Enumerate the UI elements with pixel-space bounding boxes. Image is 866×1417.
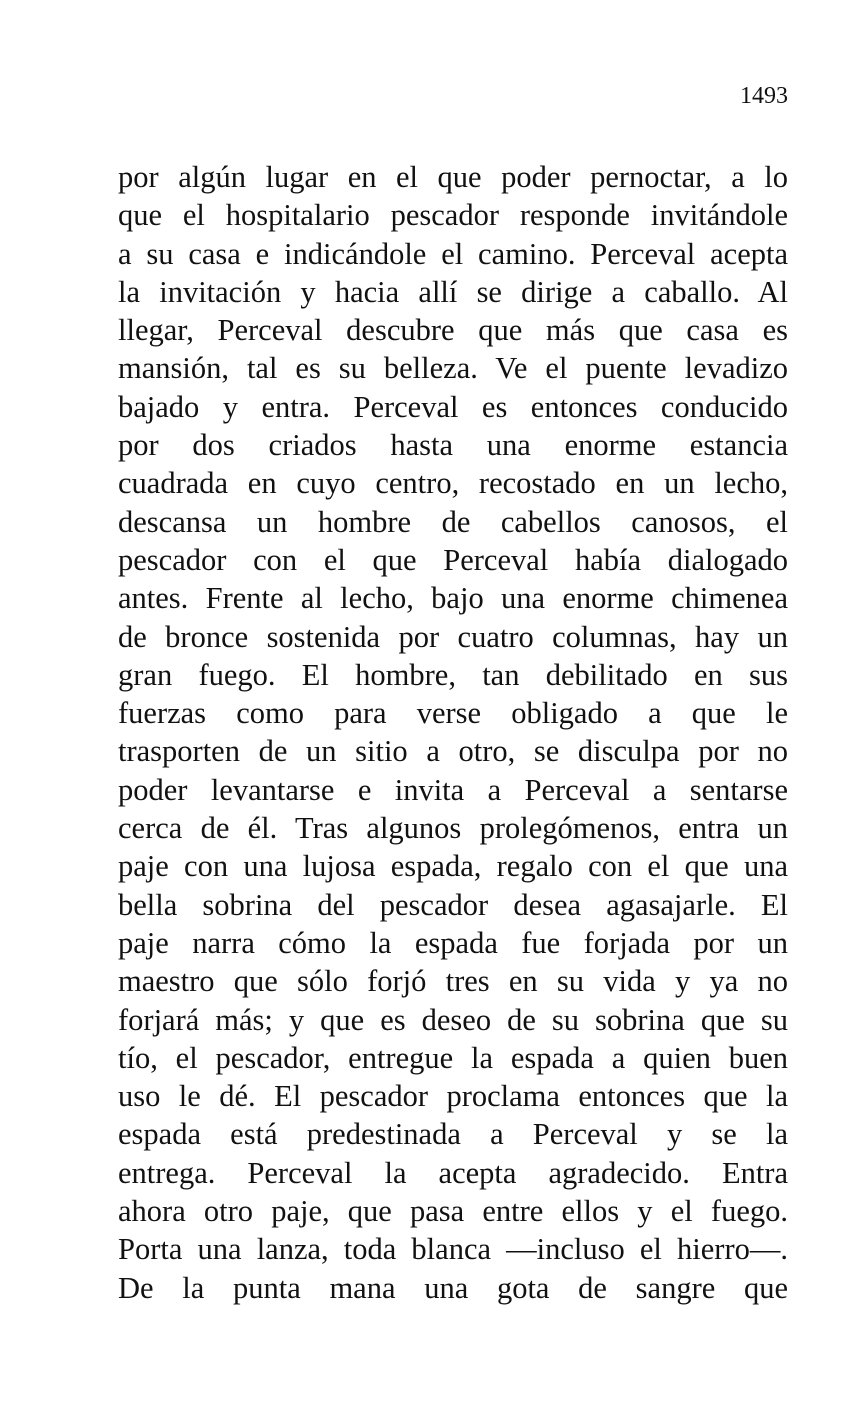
text-line: espada está predestinada a Perceval y se la (118, 1117, 788, 1152)
text-line: ahora otro paje, que pasa entre ellos y el fuego. (118, 1194, 788, 1229)
text-line: mansión, tal es su belleza. Ve el puente levadizo (118, 351, 788, 386)
text-line: tío, el pescador, entregue la espada a quien buen (118, 1040, 788, 1075)
text-line: forjará más; y que es deseo de su sobrina que su (118, 1002, 788, 1037)
text-line: que el hospitalario pescador responde invitándole (118, 198, 788, 233)
text-line: gran fuego. El hombre, tan debilitado en sus (118, 657, 788, 692)
text-line: la invitación y hacia allí se dirige a caballo. Al (118, 274, 788, 309)
text-line: por dos criados hasta una enorme estancia (118, 428, 788, 463)
text-line: descansa un hombre de cabellos canosos, el (118, 504, 788, 539)
page-number: 1493 (740, 83, 788, 109)
text-line: bella sobrina del pescador desea agasajarle. El (118, 887, 788, 922)
text-line: entrega. Perceval la acepta agradecido. Entra (118, 1155, 788, 1190)
text-line: por algún lugar en el que poder pernoctar, a lo (118, 160, 788, 194)
text-line: paje con una lujosa espada, regalo con el que una (118, 849, 788, 884)
text-line: maestro que sólo forjó tres en su vida y ya no (118, 964, 788, 999)
text-line: cuadrada en cuyo centro, recostado en un lecho, (118, 466, 788, 501)
text-line: fuerzas como para verse obligado a que le (118, 696, 788, 731)
text-line: llegar, Perceval descubre que más que casa es (118, 313, 788, 348)
text-line: poder levantarse e invita a Perceval a sentarse (118, 772, 788, 807)
text-line: bajado y entra. Perceval es entonces conducido (118, 389, 788, 424)
text-line: de bronce sostenida por cuatro columnas, hay un (118, 619, 788, 654)
text-line: antes. Frente al lecho, bajo una enorme chimenea (118, 581, 788, 616)
text-line: a su casa e indicándole el camino. Perceval acepta (118, 236, 788, 271)
text-line: Porta una lanza, toda blanca —incluso el hierro—. (118, 1232, 788, 1267)
text-line: uso le dé. El pescador proclama entonces que la (118, 1079, 788, 1114)
text-line: pescador con el que Perceval había dialogado (118, 542, 788, 577)
text-line: trasporten de un sitio a otro, se disculpa por no (118, 734, 788, 769)
text-line: De la punta mana una gota de sangre que (118, 1270, 788, 1305)
text-line: paje narra cómo la espada fue forjada por un (118, 925, 788, 960)
text-line: cerca de él. Tras algunos prolegómenos, entra un (118, 811, 788, 846)
body-text (118, 158, 788, 1307)
